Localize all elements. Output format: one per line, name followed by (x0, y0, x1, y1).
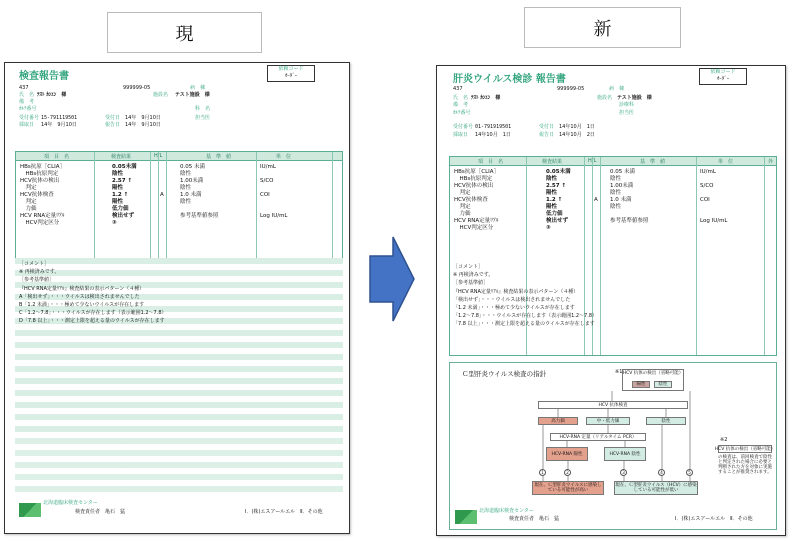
lab-logo (455, 510, 477, 524)
cell-name: 判定 (20, 185, 37, 191)
accept-date: 14年 9月10日 (125, 115, 161, 121)
cell-name: 力価 (454, 211, 471, 217)
caption-current: 現 (107, 12, 262, 53)
facility-name: テスト施設 様 (175, 92, 210, 98)
header-unit: 単 位 (276, 154, 292, 160)
collect-date: 14年10月 1日 (475, 132, 511, 138)
cell-result: 1.2 ↑ (112, 192, 129, 198)
header-ref: 基 準 値 (206, 154, 232, 160)
table-row (16, 199, 342, 205)
receipt-number: 01-791919501 (475, 124, 512, 130)
cell-name: HCV判定区分 (20, 220, 60, 226)
ab-pos-label: 陽性 (636, 382, 646, 387)
report-date: 14年10月 2日 (559, 132, 595, 138)
cell-unit: IU/mL (260, 164, 276, 170)
comment-line: ［参考基準値］ (453, 280, 489, 287)
cell-result: 低力価 (112, 206, 129, 212)
cell-name: 判定 (454, 190, 471, 196)
table-row (450, 204, 776, 210)
header-hl: H/L (154, 153, 163, 159)
comment-line: A「検出せず」・・・ウイルスは検出されませんでした (19, 293, 140, 300)
report-date: 14年 9月10日 (125, 122, 161, 128)
report-title: 肝炎ウイルス検診 報告書 (453, 74, 566, 85)
doctor-label: 担当医 (619, 110, 635, 116)
table-row (16, 220, 342, 226)
cell-result: 0.05未満 (112, 164, 137, 170)
cell-result: ③ (112, 220, 117, 226)
cell-unit: COI (700, 197, 710, 203)
cell-unit: COI (260, 192, 270, 198)
table-row (16, 178, 342, 184)
table-row (16, 164, 342, 170)
cell-result: 低力価 (546, 211, 563, 217)
comment-line: 『HCV RNA定量ﾘｱﾙ』検査結果の表示パターン（４種） (453, 288, 579, 295)
hcv-ab-test-label: HCV 抗体検査 (598, 402, 628, 408)
comment-line: 「検出せず」・・・ウイルスは検出されませんでした (453, 296, 571, 303)
rna-neg-label: HCV-RNA 陰性 (609, 451, 641, 457)
cell-result: 陰性 (546, 176, 558, 182)
patient-id: 999999-05 (123, 85, 151, 91)
header-item: 項 目 名 (478, 159, 504, 165)
old-report (4, 62, 350, 534)
cell-result: 2.57 ↑ (546, 183, 567, 189)
report-title: 検査報告書 (19, 71, 69, 82)
comment-line: C「1.2～7.8」・・・ウイルスが存在します（表示範囲1.2～7.8） (19, 310, 167, 317)
header-result: 検査結果 (542, 159, 563, 165)
patient-name: ﾃｽﾄ ｶﾝｴﾝ 様 (471, 95, 501, 101)
cell-result: 陰性 (112, 171, 124, 177)
cell-name: HBs抗原［CLIA］ (454, 169, 500, 175)
cell-name: HCV抗体検査 (454, 197, 488, 203)
comment-line: ［コメント］ (453, 264, 484, 270)
table-row (450, 169, 776, 175)
circle-5: 5 (686, 469, 693, 476)
table-row (450, 190, 776, 196)
cell-ref: 陰性 (180, 199, 192, 205)
order-code-value: ｵｰﾀﾞｰ (284, 73, 298, 79)
cell-result: 検出せず (112, 213, 135, 219)
order-code-label: 依頼コード (278, 66, 304, 72)
cell-name: 判定 (454, 204, 471, 210)
comment-line: 『HCV RNA定量ﾘｱﾙ』検査結果の表示パターン（４種） (19, 285, 145, 292)
cell-name: HCV RNA定量ﾘｱﾙ (454, 218, 499, 224)
circle-2: 2 (564, 469, 571, 476)
cell-name: 力価 (20, 206, 37, 212)
patient-id: 999999-05 (557, 86, 585, 92)
table-row (450, 218, 776, 224)
ab-neg-label: 陰性 (658, 382, 668, 387)
cell-ref: 陰性 (180, 171, 192, 177)
ward-label: 病 棟 (609, 86, 625, 92)
receipt-number: 15-791119501 (41, 115, 78, 121)
comment-line: ［コメント］ (19, 261, 50, 267)
note2-mark: ※2 (720, 437, 728, 443)
report-date-label: 報告日 (539, 132, 555, 138)
cell-flag: A (594, 197, 598, 203)
order-code-box (267, 65, 315, 82)
cell-name: HCV RNA定量ﾘｱﾙ (20, 213, 65, 219)
cell-ref: 1.0 未満 (610, 197, 632, 203)
comment-line: ※ 再検済みです。 (19, 269, 60, 276)
table-header (450, 157, 776, 166)
ward-label: 病 棟 (190, 85, 206, 91)
table-row (450, 176, 776, 182)
comment-line: B「1.2 未満」・・・極めて少ないウイルスが存在します (19, 302, 145, 308)
comment-line: ［参考基準値］ (19, 277, 55, 284)
flow-connectors (450, 363, 778, 531)
dept-label: 診療科 (619, 102, 635, 108)
cell-ref: 陰性 (610, 176, 622, 182)
cell-name: HCV抗体検査 (20, 192, 54, 198)
cell-result: 1.2 ↑ (546, 197, 563, 203)
comment-line: 「7.8 以上」・・・測定上限を超える量のウイルスが存在します (453, 321, 595, 328)
receipt-label: 受付番号 (19, 115, 40, 121)
blank-rows (15, 438, 343, 498)
cell-result: 陽性 (546, 204, 558, 210)
cell-result: 陽性 (546, 190, 558, 196)
note1-mark: ※1 (615, 369, 623, 375)
cell-name: HBs抗原［CLIA］ (20, 164, 66, 170)
comment-line: 「1.2 未満」・・・極めて少ないウイルスが存在します (453, 305, 575, 311)
mid-titer-label: 中・低力価 (596, 418, 620, 424)
comment-line: ※ 再検済みです。 (453, 272, 494, 279)
cell-ref: 陰性 (610, 190, 622, 196)
cell-result: ③ (546, 225, 551, 231)
cell-ref: 0.05 未満 (610, 169, 635, 175)
cell-unit: S/CO (700, 183, 714, 189)
table-row (450, 211, 776, 217)
order-code-value: ｵｰﾀﾞｰ (716, 76, 730, 82)
company: Ⅰ．(株)エスアールエル Ⅱ．その他 (675, 516, 753, 522)
lab-name: 北海道臨床検査センター (479, 508, 534, 514)
cell-name: HCV抗体の検出 (20, 178, 60, 184)
table-row (16, 213, 342, 219)
ab-detect-label: HCV 抗体の検出（省略可能） (622, 371, 684, 376)
cell-name: HBs抗原判定 (20, 171, 59, 177)
cell-ref: 0.05 未満 (180, 164, 205, 170)
cell-ref: 陰性 (180, 185, 192, 191)
header-extra: 外 (768, 159, 774, 165)
comment-line: D「7.8 以上」・・・測定上限を超える量のウイルスが存在します (19, 318, 165, 325)
facility-label: 施設名 (153, 92, 169, 98)
accept-label: 受付日 (105, 115, 121, 121)
table-row (16, 206, 342, 212)
note-text: の検査は、前回検査で陰性と判定された場合に必要と判断された方を対象に実施することが推奨されます。 (718, 455, 772, 475)
cell-result: 0.05未満 (546, 169, 571, 175)
company: Ⅰ．(株)エスアールエル Ⅱ．その他 (245, 509, 323, 515)
circle-3: 3 (620, 469, 627, 476)
cell-ref: 参考基準値参照 (180, 213, 219, 219)
table-row (16, 185, 342, 191)
new-report (436, 65, 786, 536)
cell-flag: A (160, 192, 164, 198)
lab-logo (19, 503, 41, 517)
cell-result: 陽性 (112, 185, 124, 191)
accept-date: 14年10月 1日 (559, 124, 595, 130)
receipt-label: 受付番号 (453, 124, 474, 130)
remark-label: 備 考 (453, 102, 469, 108)
dept-label: 科 名 (195, 106, 211, 112)
circle-1: 1 (539, 469, 546, 476)
header-item: 項 目 名 (44, 154, 70, 160)
cell-ref: 1.0 未満 (180, 192, 202, 198)
cell-unit: S/CO (260, 178, 274, 184)
header-ref: 基 準 値 (640, 159, 666, 165)
cell-ref: 1.00未満 (180, 178, 204, 184)
name-label: 氏 名 (19, 92, 35, 98)
result-positive-label: 現在、Ｃ型肝炎ウイルスに感染している可能性が高い (534, 483, 602, 493)
cell-name: HCV判定区分 (454, 225, 494, 231)
issuer: 検査責任者 亀石 猛 (509, 516, 560, 522)
issuer: 検査責任者 亀石 猛 (75, 509, 126, 515)
cell-unit: Log IU/mL (700, 218, 728, 224)
neg-label: 陰性 (661, 418, 671, 424)
comment-line: 「1.2～7.8」・・・ウイルスが存在します（表示範囲1.2～7.8） (453, 313, 598, 320)
header-hl: H/L (588, 158, 597, 164)
collect-date: 14年 9月10日 (41, 122, 77, 128)
table-row (16, 171, 342, 177)
cell-result: 検出せず (546, 218, 569, 224)
cell-name: HBs抗原判定 (454, 176, 493, 182)
rna-pos-label: HCV-RNA 陽性 (551, 451, 583, 457)
cell-result: 2.57 ↑ (112, 178, 133, 184)
cell-name: 判定 (20, 199, 37, 205)
cell-ref: 1.00未満 (610, 183, 634, 189)
facility-name: テスト施設 様 (617, 95, 652, 101)
accept-label: 受付日 (539, 124, 555, 130)
lab-number: 437 (19, 85, 29, 91)
karte-label: ｶﾙﾃ番号 (19, 106, 37, 112)
remark-label: 備 考 (19, 99, 35, 105)
circle-4: 4 (658, 469, 665, 476)
lab-number: 437 (453, 86, 463, 92)
note-label: HCV 抗体の検出（省略可能） (714, 446, 776, 452)
patient-name: ﾃｽﾄ ｶﾝｴﾝ 様 (37, 92, 67, 98)
report-date-label: 報告日 (105, 122, 121, 128)
cell-ref: 陰性 (610, 204, 622, 210)
header-result: 検査結果 (111, 154, 132, 160)
name-label: 氏 名 (453, 95, 469, 101)
rna-test-label: HCV-RNA 定量（リアルタイム PCR） (559, 434, 637, 440)
table-header (16, 152, 342, 161)
table-row (450, 197, 776, 203)
cell-name: HCV抗体の検出 (454, 183, 494, 189)
doctor-label: 担当医 (195, 115, 211, 121)
order-code-box (699, 68, 747, 85)
right-arrow-icon (369, 236, 415, 322)
cell-result: 陽性 (112, 199, 124, 205)
karte-label: ｶﾙﾃ番号 (453, 110, 471, 116)
cell-unit: Log IU/mL (260, 213, 288, 219)
header-unit: 単 位 (718, 159, 734, 165)
high-titer-label: 高力価 (551, 418, 565, 424)
cell-unit: IU/mL (700, 169, 716, 175)
collect-label: 採取日 (453, 132, 469, 138)
result-negative-label: 現在、Ｃ型肝炎ウイルス（HCV）に感染している可能性が低い (615, 483, 697, 493)
lab-name: 北海道臨床検査センター (43, 500, 98, 506)
caption-new: 新 (524, 7, 681, 48)
facility-label: 施設名 (597, 95, 613, 101)
cell-ref: 参考基準値参照 (610, 218, 649, 224)
hcv-guideline-flowchart (449, 362, 777, 530)
table-row (450, 183, 776, 189)
order-code-label: 依頼コード (710, 69, 736, 75)
flowchart-title: Ｃ型肝炎ウイルス検査の指針 (462, 370, 547, 378)
collect-label: 採取日 (19, 122, 35, 128)
table-row (16, 192, 342, 198)
table-row (450, 225, 776, 231)
